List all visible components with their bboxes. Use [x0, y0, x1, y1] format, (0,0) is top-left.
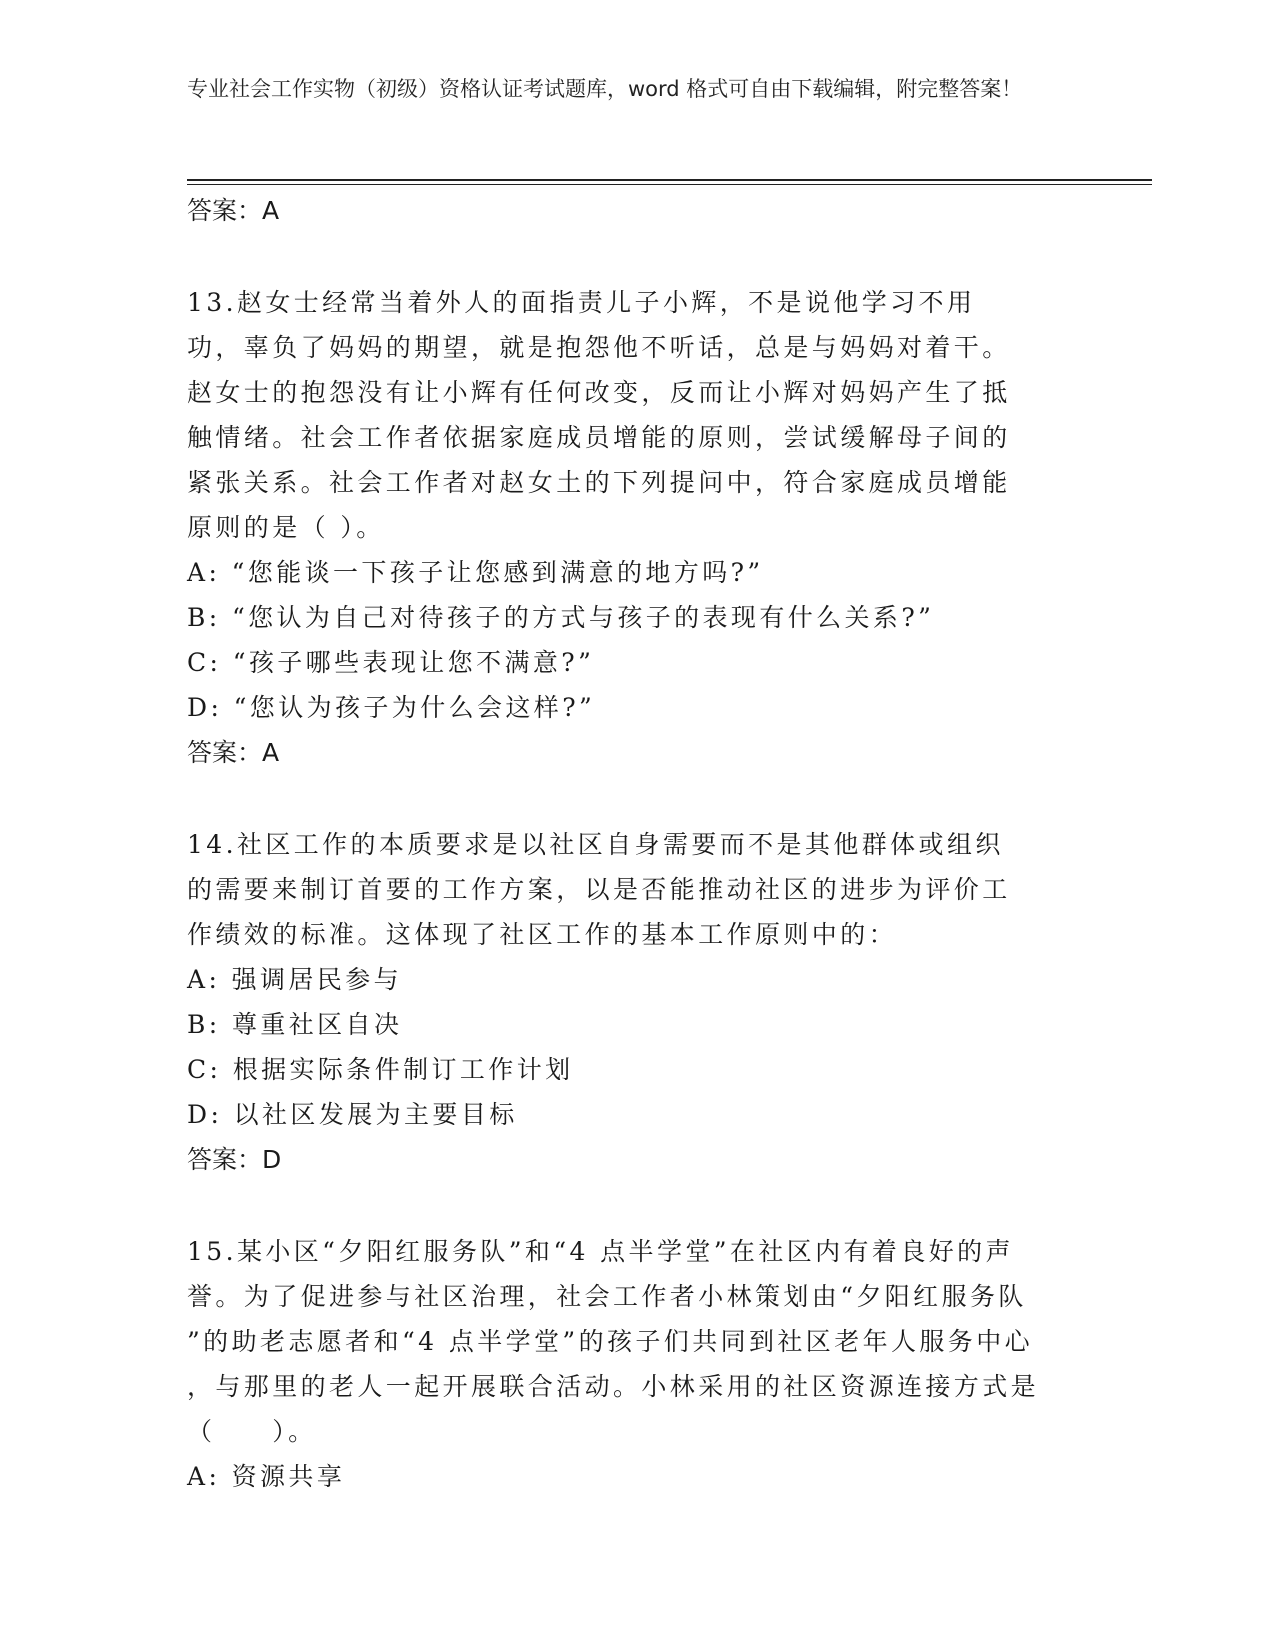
- question-14-option-b: B: 尊重社区自决: [187, 1010, 403, 1039]
- question-15-option-a: A: 资源共享: [187, 1462, 346, 1491]
- question-13-stem: 13.赵女士经常当着外人的面指责儿子小辉，不是说他学习不用功，辜负了妈妈的期望，就是抱怨他不听话，总是与妈妈对着干。赵女士的抱怨没有让小辉有任何改变，反而让小辉对妈妈产生了抵触情绪。社会工作者依据家庭成员增能的原则，尝试缓解母子间的紧张关系。社会工作者对赵女土的下列提问中，符合家庭成员增能原则的是（ ）。: [187, 288, 1011, 542]
- page-header: 专业社会工作实物（初级）资格认证考试题库，word 格式可自由下载编辑，附完整答案！: [187, 77, 1023, 101]
- question-15-stem-line: ，与那里的老人一起开展联合活动。小林采用的社区资源连接方式是: [187, 1372, 1040, 1401]
- question-13-option-a: A: “您能谈一下孩子让您感到满意的地方吗?”: [187, 558, 764, 587]
- question-15-stem: [187, 1229, 1087, 1454]
- question-14-option-c: C: 根据实际条件制订工作计划: [187, 1055, 574, 1084]
- question-14-option-d: D: 以社区发展为主要目标: [187, 1100, 518, 1129]
- question-15-stem-line: 誉。为了促进参与社区治理，社会工作者小林策划由“夕阳红服务队: [187, 1282, 1027, 1311]
- question-15-stem-line: ”的助老志愿者和“4 点半学堂”的孩子们共同到社区老年人服务中心: [187, 1327, 1033, 1356]
- question-13-answer: 答案：A: [187, 738, 280, 767]
- question-13-option-c: C: “孩子哪些表现让您不满意?”: [187, 648, 595, 677]
- question-14-stem: 14.社区工作的本质要求是以社区自身需要而不是其他群体或组织的需要来制订首要的工作方案，以是否能推动社区的进步为评价工作绩效的标准。这体现了社区工作的基本工作原则中的：: [187, 830, 1011, 949]
- answer-prev: 答案：A: [187, 196, 280, 225]
- question-15-stem-line: 15.某小区“夕阳红服务队”和“4 点半学堂”在社区内有着良好的声: [187, 1237, 1014, 1266]
- question-15-stem-line: （ ）。: [187, 1417, 317, 1446]
- question-13-option-b: B: “您认为自己对待孩子的方式与孩子的表现有什么关系?”: [187, 603, 935, 632]
- question-14-option-a: A: 强调居民参与: [187, 965, 403, 994]
- question-14-answer: 答案：D: [187, 1145, 282, 1174]
- header-divider-thin: [187, 184, 1152, 185]
- document-body: [187, 188, 1087, 1499]
- question-13-option-d: D: “您认为孩子为什么会这样?”: [187, 693, 596, 722]
- header-divider-thick: [187, 179, 1152, 181]
